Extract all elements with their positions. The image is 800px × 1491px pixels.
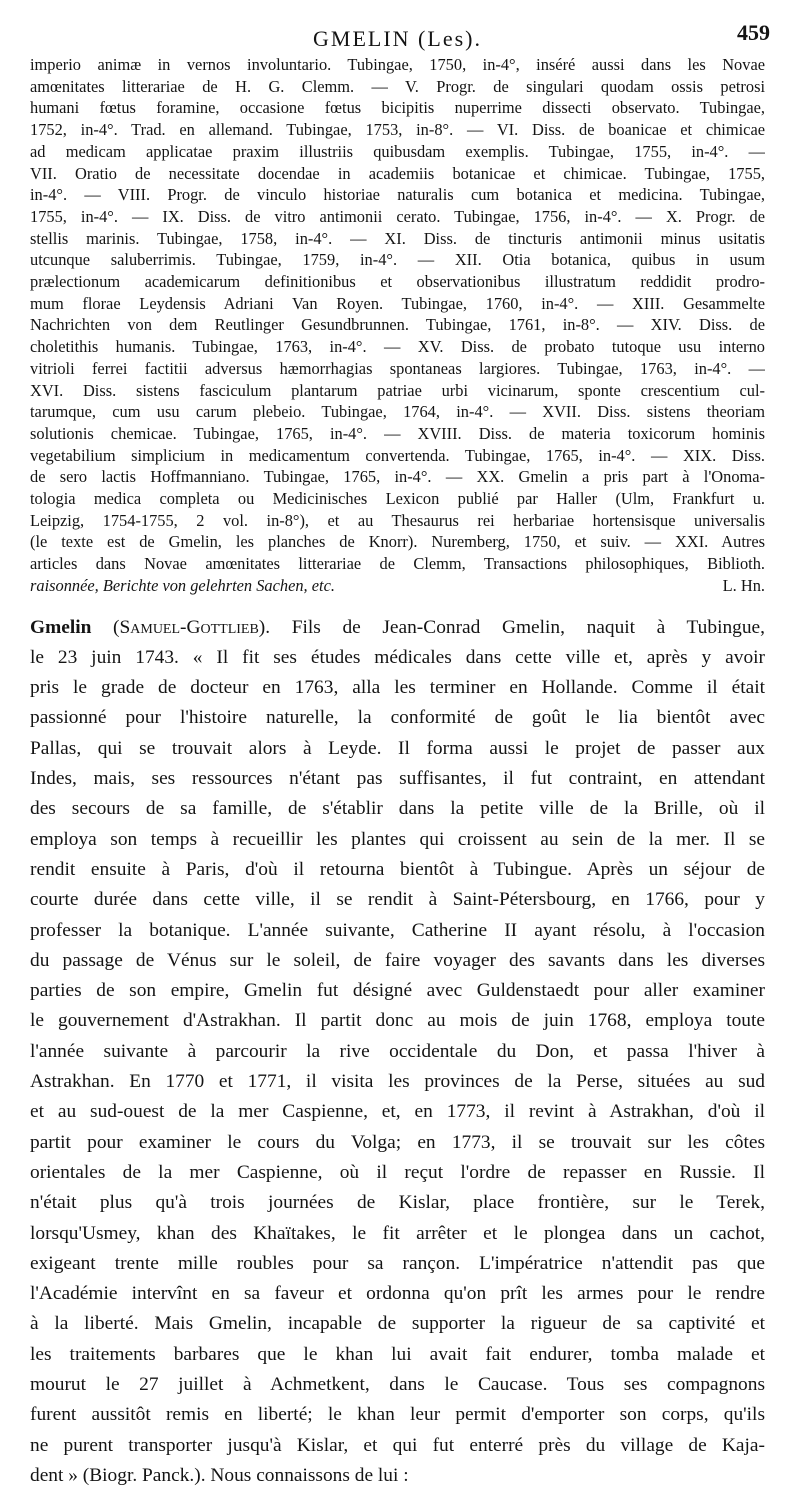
text-line: Fils de Jean-Conrad Gmelin, naquit à Tubingue, bbox=[291, 616, 765, 638]
text-line: parties de son empire, Gmelin fut désigné avec Guldenstaedt pour aller examiner bbox=[30, 980, 765, 1002]
text-line: 1755, in-4°. — IX. Diss. de vitro antimonii cerato. Tubingae, 1756, in-4°. — X. Progr. de bbox=[30, 206, 765, 226]
text-line: l'année suivante à parcourir la rive occidentale du Don, et passa l'hiver à bbox=[30, 1040, 765, 1062]
document-page bbox=[30, 14, 770, 1491]
text-line: raisonnée, Berichte von gelehrten Sachen, etc. bbox=[30, 575, 335, 595]
text-line: in-4°. — VIII. Progr. de vinculo historiae naturalis cum botanica et medicina. Tubingae, bbox=[30, 185, 765, 205]
text-line: dent » (Biogr. Panck.). Nous connaissons de lui : bbox=[30, 1464, 409, 1486]
text-line: des secours de sa famille, de s'établir dans la petite ville de la Brille, où il bbox=[30, 798, 765, 820]
text-line: ad medicam applicatae praxim illustriis quibusdam exemplis. Tubingae, 1755, in-4°. — bbox=[30, 141, 765, 161]
text-line: utcunque saluberrimis. Tubingae, 1759, in-4°. — XII. Otia botanica, quibus in usum bbox=[30, 250, 765, 270]
text-line: amœnitates litterariae de H. G. Clemm. — V. Progr. de singulari quodam ossis petrosi bbox=[30, 76, 765, 96]
text-line: exigeant trente mille roubles pour sa rançon. L'impératrice n'attendit pas que bbox=[30, 1252, 765, 1274]
biographical-entry bbox=[30, 613, 765, 1491]
text-line: mourut le 27 juillet à Achmetkent, dans le Caucase. Tous ses compagnons bbox=[30, 1374, 765, 1395]
text-line: et au sud-ouest de la mer Caspienne, et, en 1773, il revint à Astrakhan, d'où il bbox=[30, 1101, 765, 1123]
text-line: du passage de Vénus sur le soleil, de faire voyager des savants dans les diverses bbox=[30, 949, 765, 971]
text-line: articles dans Novae amœnitates litterariae de Clemm, Transactions philosophiques, Biblioth. bbox=[30, 554, 765, 574]
text-line: professer la botanique. L'année suivante, Catherine II ayant résolu, à l'occasion bbox=[30, 919, 765, 941]
text-line: vitrioli ferrei factitii adversus hæmorrhagias spontaneas largiores. Tubingae, 1763, in-4°. — bbox=[30, 358, 765, 378]
text-line: imperio animæ in vernos involuntario. Tubingae, 1750, in-4°, inséré aussi dans les Novae bbox=[30, 55, 765, 74]
text-line: les traitements barbares que le khan lui avait fait endurer, tomba malade et bbox=[30, 1343, 765, 1365]
text-line: Pallas, qui se trouvait alors à Leyde. Il forma aussi le projet de passer aux bbox=[30, 737, 765, 759]
running-head: GMELIN (Les). bbox=[313, 26, 482, 51]
text-line: XVI. Diss. sistens fasciculum plantarum patriae urbi vicinarum, sponte crescentium cul- bbox=[30, 380, 765, 400]
text-line: VII. Oratio de necessitate docendae in academiis botanicae et chimicae. Tubingae, 1755, bbox=[30, 163, 765, 183]
page-number: 459 bbox=[737, 20, 770, 45]
text-line: choletithis humanis. Tubingae, 1763, in-4°. — XV. Diss. de probato tutoque usu interno bbox=[30, 337, 765, 357]
text-line: pris le grade de docteur en 1763, alla les terminer en Hollande. Comme il était bbox=[30, 677, 765, 699]
text-line: le 23 juin 1743. « Il fit ses études médicales dans cette ville et, après y avoir bbox=[30, 646, 765, 668]
text-line: tologia medica completa ou Medicinisches Lexicon publié par Haller (Ulm, Frankfurt u. bbox=[30, 489, 765, 509]
text-line: rendit ensuite à Paris, d'où il retourna bientôt à Tubingue. Après un séjour de bbox=[30, 858, 765, 880]
text-line: de sero lactis Hoffmanniano. Tubingae, 1765, in-4°. — XX. Gmelin a pris part à l'Onoma- bbox=[30, 467, 765, 487]
text-line: mum florae Leydensis Adriani Van Royen. Tubingae, 1760, in-4°. — XIII. Gesammelte bbox=[30, 293, 765, 313]
text-line: Leipzig, 1754-1755, 2 vol. in-8°), et au Thesaurus rei herbariae hortensisque universalis bbox=[30, 510, 765, 530]
text-line: employa son temps à recueillir les plantes qui croissent au sein de la mer. Il se bbox=[30, 828, 765, 850]
text-line: ne purent transporter jusqu'à Kislar, et qui fut enterré près du village de Kaja- bbox=[30, 1434, 765, 1456]
text-line: stellis marinis. Tubingae, 1758, in-4°. — XI. Diss. de tincturis antimonii minus usitatis bbox=[30, 228, 765, 248]
entry-name: (Samuel-Gottlieb). bbox=[91, 616, 271, 638]
text-line: lorsqu'Usmey, khan des Khaïtakes, le fit arrêter et le plongea dans un cachot, bbox=[30, 1222, 765, 1244]
author-signature: L. Hn. bbox=[722, 575, 765, 595]
text-line: passionné pour l'histoire naturelle, la conformité de goût le lia bientôt avec bbox=[30, 707, 765, 729]
page-header bbox=[30, 14, 770, 54]
text-line: courte durée dans cette ville, il se rendit à Saint-Pétersbourg, en 1766, pour y bbox=[30, 889, 765, 911]
text-line: le gouvernement d'Astrakhan. Il partit donc au mois de juin 1768, employa toute bbox=[30, 1010, 765, 1032]
text-line: Indes, mais, ses ressources n'étant pas suffisantes, il fut contraint, en attendant bbox=[30, 768, 765, 790]
text-line: Nachrichten von dem Reutlinger Gesundbrunnen. Tubingae, 1761, in-8°. — XIV. Diss. de bbox=[30, 315, 765, 335]
text-line: l'Académie intervînt en sa faveur et ordonna qu'on prît les armes pour le rendre bbox=[30, 1283, 765, 1305]
entry-headword: Gmelin bbox=[30, 616, 92, 638]
text-line: furent aussitôt remis en liberté; le khan leur permit d'emporter son corps, qu'ils bbox=[30, 1404, 765, 1426]
closing-line bbox=[30, 575, 765, 597]
text-line: à la liberté. Mais Gmelin, incapable de supporter la rigueur de sa captivité et bbox=[30, 1313, 765, 1335]
text-line: solutionis chemicae. Tubingae, 1765, in-4°. — XVIII. Diss. de materia toxicorum hominis bbox=[30, 423, 765, 443]
text-line: vegetabilium simplicium in medicamentum convertenda. Tubingae, 1765, in-4°. — XIX. Diss. bbox=[30, 445, 765, 465]
text-line: n'était plus qu'à trois journées de Kislar, place frontière, sur le Terek, bbox=[30, 1192, 765, 1214]
text-line: prælectionum academicarum definitionibus et observationibus illustratum reddidit prodro- bbox=[30, 272, 765, 292]
text-line: 1752, in-4°. Trad. en allemand. Tubingae, 1753, in-8°. — VI. Diss. de boanicae et chimicae bbox=[30, 120, 765, 140]
text-line: (le texte est de Gmelin, les planches de Knorr). Nuremberg, 1750, et suiv. — XXI. Autres bbox=[30, 532, 765, 552]
text-line: orientales de la mer Caspienne, où il reçut l'ordre de repasser en Russie. Il bbox=[30, 1161, 765, 1183]
text-line: tarumque, cum usu carum plebeio. Tubingae, 1764, in-4°. — XVII. Diss. sistens theoriam bbox=[30, 402, 765, 422]
text-line: partit pour examiner le cours du Volga; en 1773, il se trouvait sur les côtes bbox=[30, 1131, 765, 1153]
text-line: humani fœtus foramine, occasione fœtus bicipitis nuperrime dissecti observato. Tubingae, bbox=[30, 98, 765, 118]
entry-first-line bbox=[30, 613, 765, 643]
previous-entry-bibliography bbox=[30, 54, 765, 597]
text-line: Astrakhan. En 1770 et 1771, il visita les provinces de la Perse, situées au sud bbox=[30, 1071, 765, 1093]
